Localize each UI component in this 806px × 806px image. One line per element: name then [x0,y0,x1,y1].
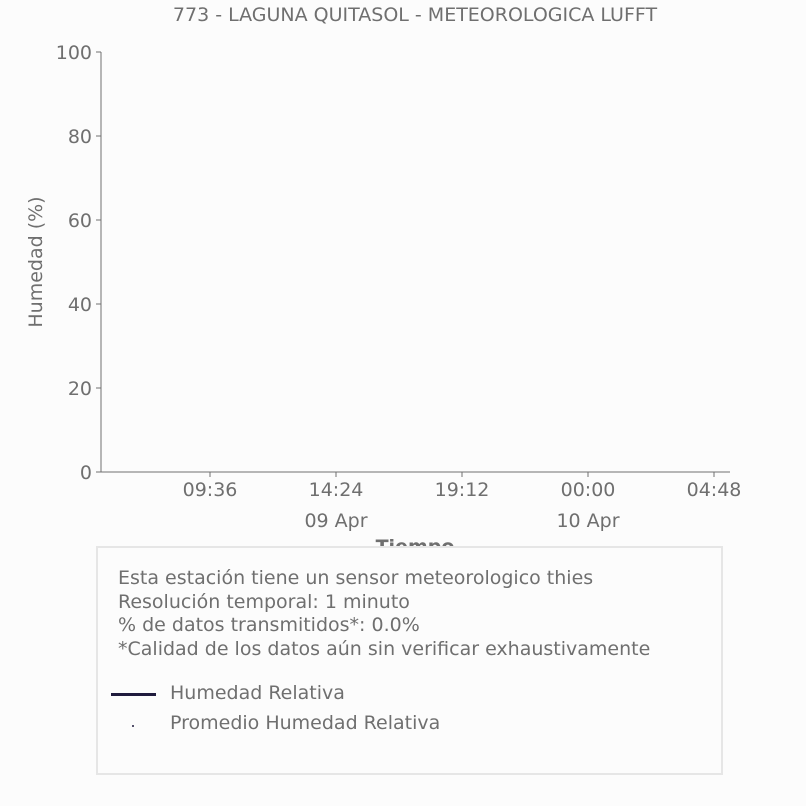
x-axis [101,472,741,532]
y-axis-label: Humedad (%) [25,196,47,328]
x-tick-label: 14:24 [308,479,364,501]
line-legend-icon [111,680,156,710]
x-tick-date-label: 10 Apr [556,510,620,532]
y-tick-label: 20 [67,378,92,400]
y-tick-label: 40 [67,294,92,316]
x-tick-label: 00:00 [560,479,616,501]
info-line-quality-note: *Calidad de los datos aún sin verificar exhaustivamente [118,637,651,660]
info-line-station-sensor: Esta estación tiene un sensor meteorologico thies [118,567,594,589]
chart-title: 773 - LAGUNA QUITASOL - METEOROLOGICA LUFFT [172,4,658,26]
info-line-transmitted: % de datos transmitidos*: 0.0% [118,614,420,636]
info-lines [118,567,650,661]
y-axis [56,42,101,484]
legend-label: Humedad Relativa [170,682,345,704]
info-line-resolution: Resolución temporal: 1 minuto [118,590,410,613]
x-tick-label: 04:48 [686,479,742,501]
x-tick-date-label: 09 Apr [304,510,368,532]
x-tick-label: 19:12 [434,479,490,501]
y-tick-label: 100 [55,42,92,64]
y-tick-label: 0 [79,462,92,484]
legend-line [111,693,156,696]
dot-legend-icon [111,710,156,740]
x-tick-label: 09:36 [182,479,238,501]
y-tick-label: 80 [67,126,92,148]
y-tick-label: 60 [67,210,92,232]
legend-label: Promedio Humedad Relativa [170,712,441,734]
legend-dot [132,725,134,727]
info-box [96,546,723,775]
